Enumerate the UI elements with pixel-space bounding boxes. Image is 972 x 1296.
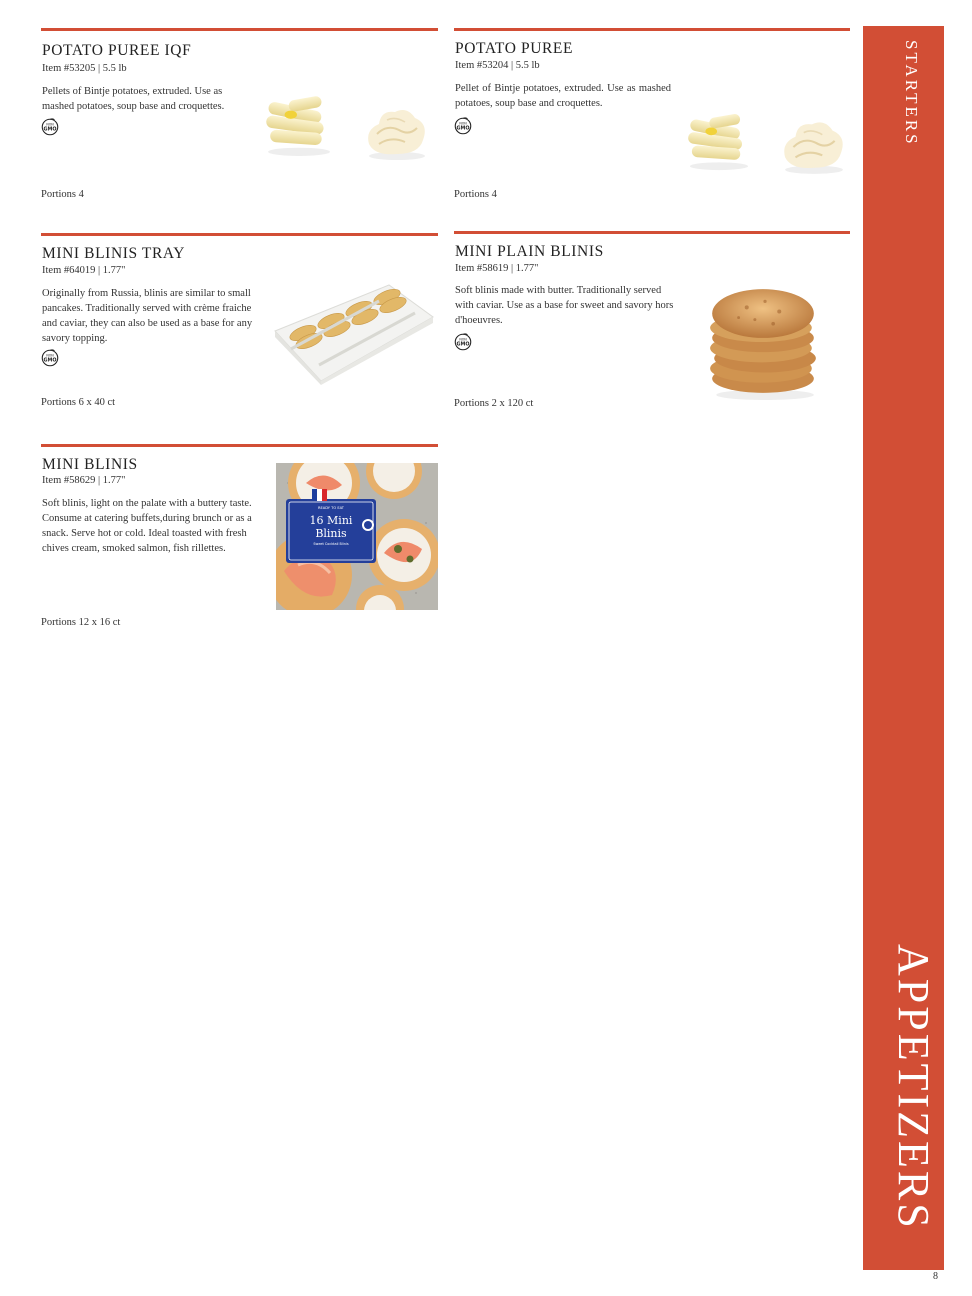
svg-text:NON: NON [459,337,467,342]
potato-pellets-image [682,110,754,172]
section-rule [41,444,438,447]
category-sidebar [863,26,944,1270]
product-item-number: Item #58619 | 1.77" [455,263,539,274]
product-portions: Portions 12 x 16 ct [41,617,121,628]
category-label: APPETIZERS [889,944,938,1231]
mashed-potato-image [359,100,433,164]
product-description: Pellet of Bintje potatoes, extruded. Use as mashed potatoes, soup base and croquettes. [455,83,671,109]
svg-text:16 Mini: 16 Mini [309,514,353,527]
product-mini-plain-blinis [454,231,850,416]
product-description: Originally from Russia, blinis are similar to small pancakes. Traditionally served with crème fraiche and caviar, they can also be used as a base for any savory topping. [42,288,253,344]
svg-text:GMO: GMO [456,341,470,348]
product-portions: Portions 4 [454,189,497,200]
potato-pellets-image [261,92,335,158]
product-name: MINI BLINIS TRAY [42,245,186,262]
mashed-potato-image [776,112,850,178]
mini-blinis-package-image [276,463,438,610]
product-mini-blinis-tray [41,233,438,418]
product-name: POTATO PUREE [455,40,574,57]
svg-text:NON: NON [459,121,467,126]
svg-text:NON: NON [46,122,54,127]
non-gmo-icon [454,333,472,351]
product-portions: Portions 6 x 40 ct [41,397,116,408]
product-description: Soft blinis made with butter. Traditionally served with caviar. Use as a base for sweet and savory hors d'hoeuvres. [455,285,674,326]
product-mini-blinis [41,444,438,634]
page-number: 8 [933,1271,938,1282]
product-name: MINI PLAIN BLINIS [455,243,604,260]
product-item-number: Item #58629 | 1.77" [42,475,126,486]
product-portions: Portions 2 x 120 ct [454,398,534,409]
product-potato-puree-iqf [41,28,438,208]
blinis-tray-image [269,281,437,385]
svg-text:NON: NON [46,353,54,358]
svg-text:GMO: GMO [43,357,57,364]
section-rule [454,28,850,31]
product-item-number: Item #53205 | 5.5 lb [42,63,127,74]
section-label: STARTERS [902,40,921,147]
non-gmo-icon [454,117,472,135]
blinis-stack-image [702,283,824,401]
product-item-number: Item #53204 | 5.5 lb [455,60,540,71]
svg-text:READY TO EAT: READY TO EAT [318,506,344,510]
product-name: POTATO PUREE IQF [42,42,192,59]
non-gmo-icon [41,349,59,367]
section-rule [41,28,438,31]
product-name: MINI BLINIS [42,456,138,473]
section-rule [41,233,438,236]
product-description: Soft blinis, light on the palate with a buttery taste. Consume at catering buffets,during brunch or as a snack. Serve hot or cold. Ideal toasted with fresh chives cream, smoked salmon, fish rillettes. [42,498,252,554]
product-potato-puree [454,28,850,208]
svg-text:GMO: GMO [43,126,57,133]
svg-text:Sweet Cocktail Blinis: Sweet Cocktail Blinis [313,542,349,546]
non-gmo-icon [41,118,59,136]
section-rule [454,231,850,234]
product-description: Pellets of Bintje potatoes, extruded. Use as mashed potatoes, soup base and croquettes. [42,86,225,112]
svg-text:GMO: GMO [456,125,470,132]
product-portions: Portions 4 [41,189,84,200]
svg-text:Blinis: Blinis [315,527,347,540]
product-item-number: Item #64019 | 1.77" [42,265,126,276]
